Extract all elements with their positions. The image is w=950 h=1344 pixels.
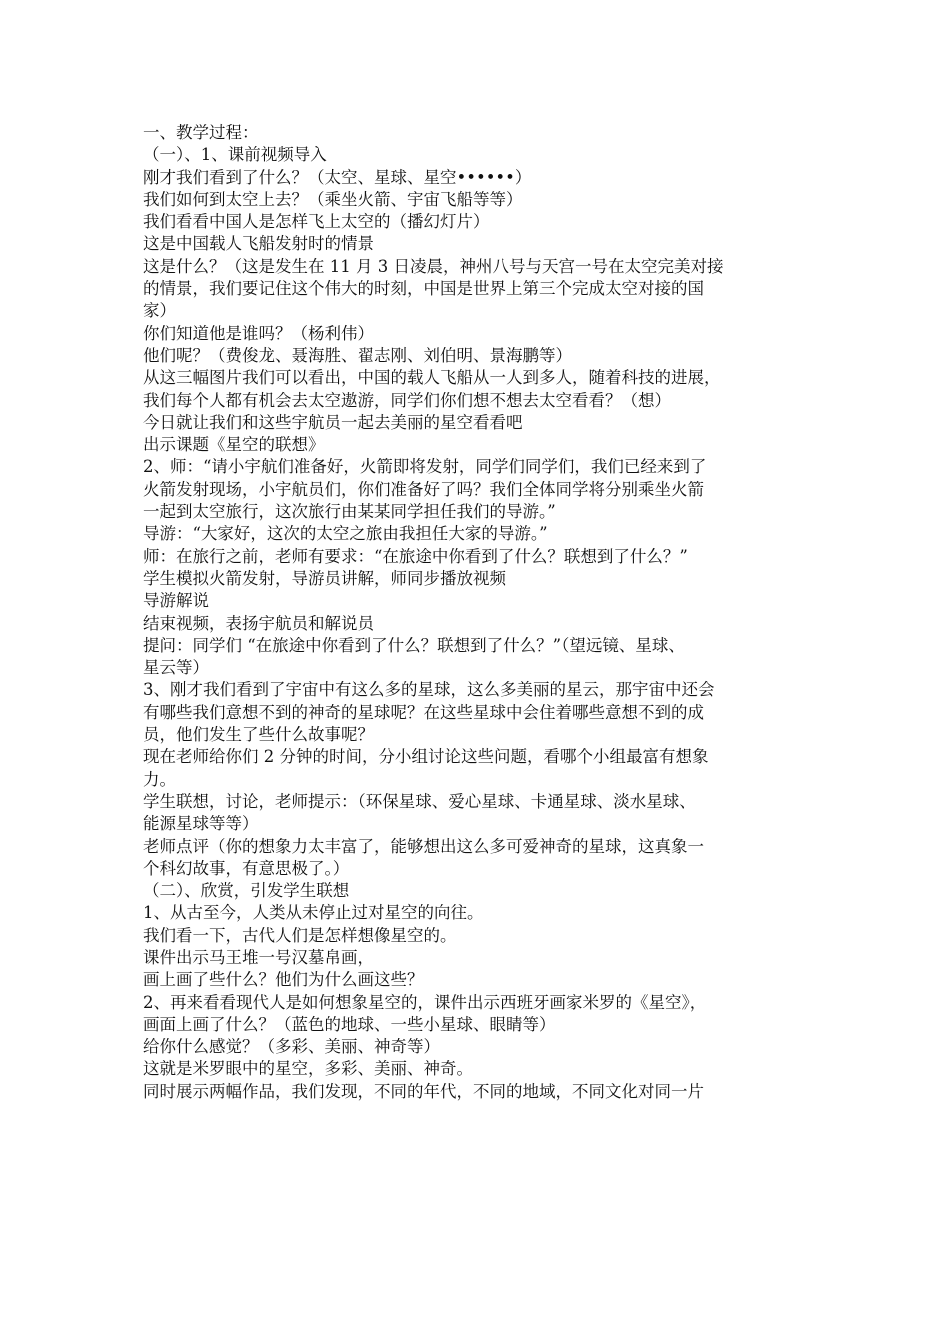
text-line: 我们每个人都有机会去太空遨游，同学们你们想不想去太空看看？（想） bbox=[143, 390, 671, 410]
text-line: 个科幻故事，有意思极了。） bbox=[143, 858, 350, 878]
text-line: 画面上画了什么？（蓝色的地球、一些小星球、眼睛等） bbox=[143, 1014, 556, 1034]
text-line: 结束视频，表扬宇航员和解说员 bbox=[143, 613, 374, 633]
text-line: 这是什么？（这是发生在 11 月 3 日凌晨，神州八号与天宫一号在太空完美对接 bbox=[143, 256, 724, 276]
text-line: 从这三幅图片我们可以看出，中国的载人飞船从一人到多人，随着科技的进展， bbox=[143, 368, 721, 388]
text-line: 家） bbox=[143, 301, 176, 321]
text-line: 的情景，我们要记住这个伟大的时刻，中国是世界上第三个完成太空对接的国 bbox=[143, 279, 704, 299]
text-line: 我们看看中国人是怎样飞上太空的（播幻灯片） bbox=[143, 212, 490, 232]
text-line: 我们看一下，古代人们是怎样想像星空的。 bbox=[143, 925, 457, 945]
text-line: 学生模拟火箭发射，导游员讲解，师同步播放视频 bbox=[143, 568, 506, 588]
text-line: 能源星球等等） bbox=[143, 814, 259, 834]
text-line: 力。 bbox=[143, 769, 176, 789]
text-line: 3、刚才我们看到了宇宙中有这么多的星球，这么多美丽的星云，那宇宙中还会 bbox=[143, 680, 715, 700]
text-line: 火箭发射现场，小宇航员们，你们准备好了吗？我们全体同学将分别乘坐火箭 bbox=[143, 479, 704, 499]
text-line: 出示课题《星空的联想》 bbox=[143, 435, 325, 455]
text-line: 老师点评（你的想象力太丰富了，能够想出这么多可爱神奇的星球，这真象一 bbox=[143, 836, 704, 856]
text-line: 一起到太空旅行，这次旅行由某某同学担任我们的导游。” bbox=[143, 502, 556, 522]
text-line: 刚才我们看到了什么？（太空、星球、星空••••••） bbox=[143, 167, 532, 187]
text-line: 1、从古至今，人类从未停止过对星空的向往。 bbox=[143, 903, 484, 923]
text-line: 同时展示两幅作品，我们发现，不同的年代，不同的地域，不同文化对同一片 bbox=[143, 1081, 704, 1101]
text-line: 课件出示马王堆一号汉墓帛画， bbox=[143, 947, 374, 967]
text-line: 现在老师给你们 2 分钟的时间，分小组讨论这些问题，看哪个小组最富有想象 bbox=[143, 747, 709, 767]
text-line: 画上画了些什么？他们为什么画这些？ bbox=[143, 970, 424, 990]
text-line: 你们知道他是谁吗？（杨利伟） bbox=[143, 323, 374, 343]
text-line: 一、教学过程： bbox=[143, 123, 259, 142]
text-line: 2、师：“请小宇航们准备好，火箭即将发射，同学们同学们，我们已经来到了 bbox=[143, 457, 707, 477]
text-line: 这是中国载人飞船发射时的情景 bbox=[143, 234, 374, 254]
text-line: 员，他们发生了些什么故事呢？ bbox=[143, 725, 374, 745]
text-line: 导游：“大家好，这次的太空之旅由我担任大家的导游。” bbox=[143, 524, 548, 544]
text-line: 星云等） bbox=[143, 658, 209, 678]
document-page bbox=[143, 122, 808, 1103]
text-line: 有哪些我们意想不到的神奇的星球呢？在这些星球中会住着哪些意想不到的成 bbox=[143, 702, 704, 722]
text-line: 今日就让我们和这些宇航员一起去美丽的星空看看吧 bbox=[143, 412, 523, 432]
text-line: 师：在旅行之前，老师有要求：“在旅途中你看到了什么？联想到了什么？” bbox=[143, 546, 688, 566]
text-line: （二）、欣赏，引发学生联想 bbox=[143, 881, 350, 901]
text-line: 学生联想，讨论，老师提示：（环保星球、爱心星球、卡通星球、淡水星球、 bbox=[143, 791, 696, 811]
text-line: 2、再来看看现代人是如何想象星空的，课件出示西班牙画家米罗的《星空》， bbox=[143, 992, 707, 1012]
text-line: 提问：同学们 “在旅途中你看到了什么？联想到了什么？”（望远镜、星球、 bbox=[143, 635, 685, 655]
text-line: 这就是米罗眼中的星空，多彩、美丽、神奇。 bbox=[143, 1059, 473, 1079]
text-line: 他们呢？（费俊龙、聂海胜、翟志刚、刘伯明、景海鹏等） bbox=[143, 345, 572, 365]
text-line: （一）、1、课前视频导入 bbox=[143, 145, 327, 165]
text-line: 给你什么感觉？（多彩、美丽、神奇等） bbox=[143, 1037, 440, 1057]
text-line: 我们如何到太空上去？（乘坐火箭、宇宙飞船等等） bbox=[143, 189, 523, 209]
text-line: 导游解说 bbox=[143, 591, 209, 611]
